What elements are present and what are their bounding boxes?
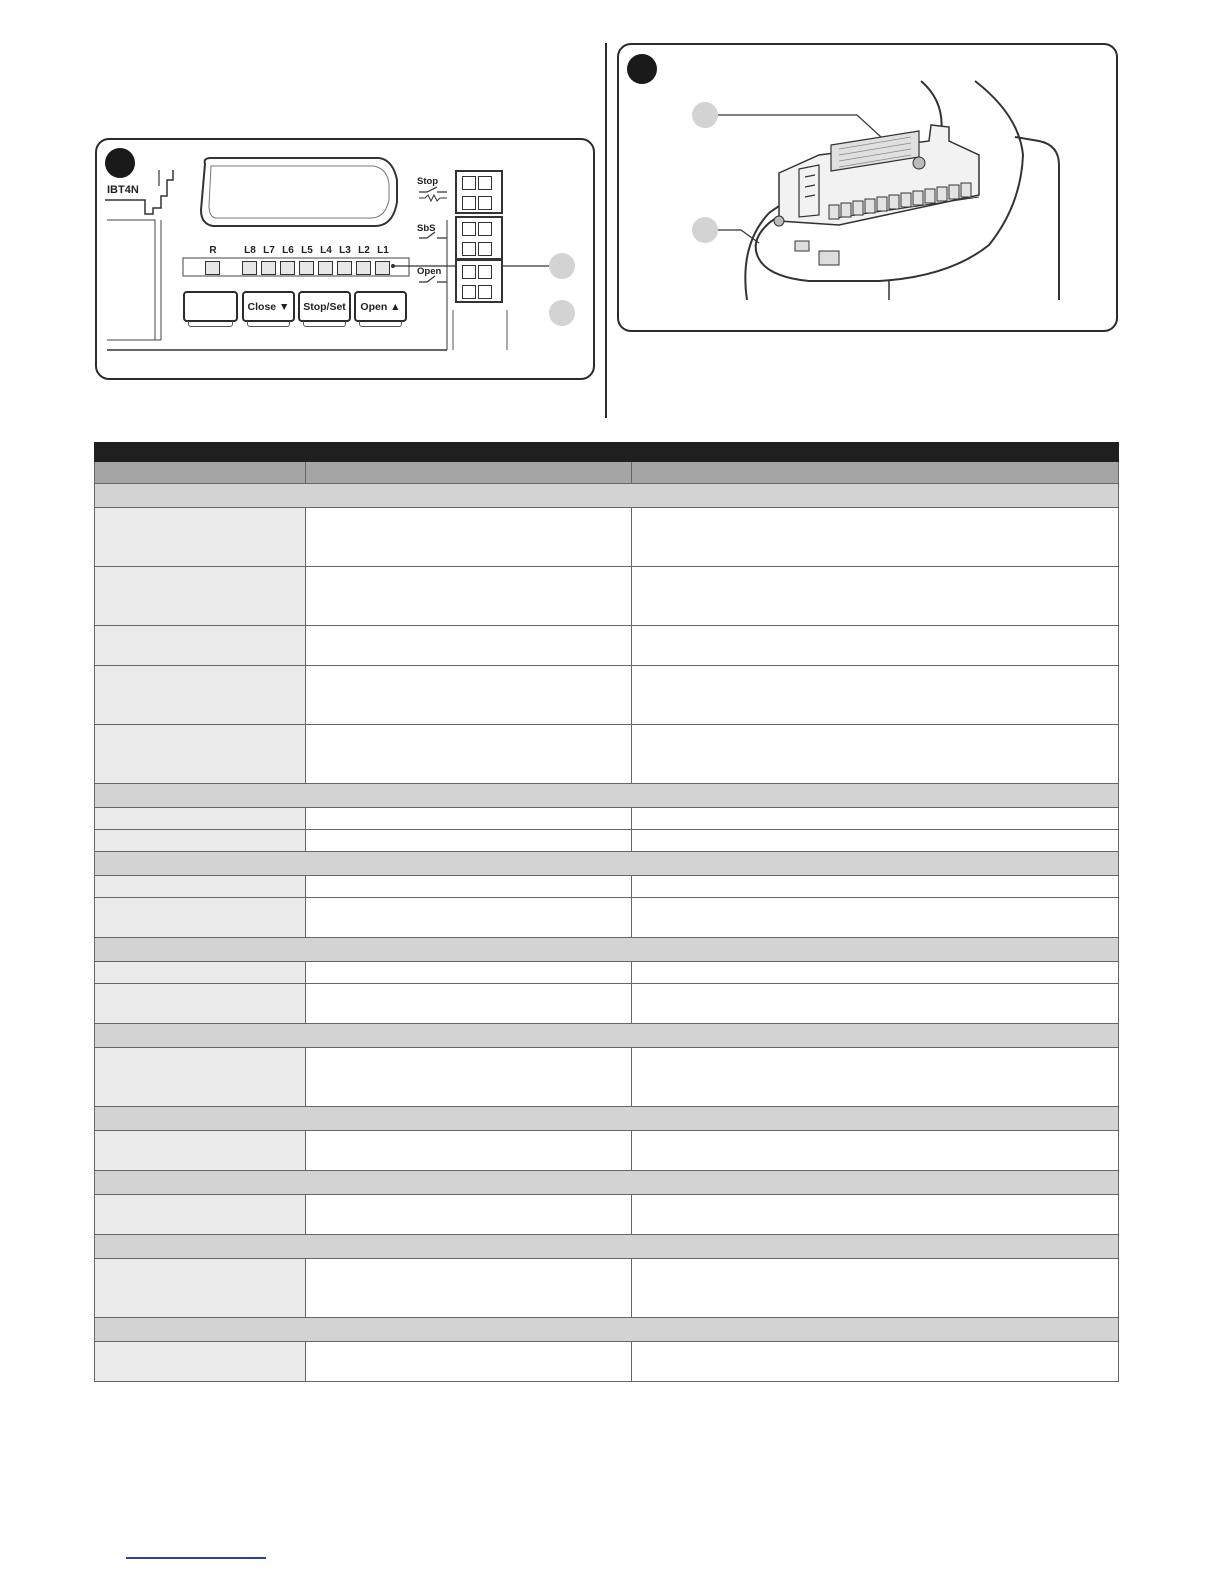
table-cell (306, 808, 632, 829)
terminal-label-open: Open (417, 266, 442, 277)
table-header-cell (95, 462, 306, 483)
table-cell (95, 830, 306, 851)
module-label: IBT4N (107, 184, 139, 196)
led-label-l3: L3 (339, 245, 351, 256)
table-section-row (94, 484, 1119, 508)
gearmotor-figure (617, 43, 1118, 332)
led-l8 (242, 261, 257, 275)
led-label-l8: L8 (244, 245, 256, 256)
table-cell (632, 725, 1118, 783)
table-cell (632, 626, 1118, 665)
footer-link-underline (126, 1557, 266, 1559)
led-l3 (337, 261, 352, 275)
terminal-open (455, 259, 503, 303)
table-cell (95, 626, 306, 665)
table-row (94, 1048, 1119, 1107)
table-cell (306, 1048, 632, 1106)
table-cell (632, 1195, 1118, 1234)
table-header-cell (632, 462, 1118, 483)
table-cell (95, 876, 306, 897)
led-label-l7: L7 (263, 245, 275, 256)
terminal-label-sbs: SbS (417, 223, 436, 234)
table-section-row (94, 1024, 1119, 1048)
terminal-sbs (455, 216, 503, 260)
table-row (94, 808, 1119, 830)
contact-symbols (417, 186, 457, 346)
led-l4 (318, 261, 333, 275)
table-cell (95, 567, 306, 625)
table-section-row (94, 1171, 1119, 1195)
open-button: Open ▲ (354, 291, 407, 322)
led-label-l2: L2 (358, 245, 370, 256)
led-label-l1: L1 (377, 245, 389, 256)
table-cell (632, 666, 1118, 724)
table-cell (306, 898, 632, 937)
table-cell (632, 567, 1118, 625)
table-cell (306, 508, 632, 566)
column-divider (605, 43, 607, 418)
control-unit-figure (95, 138, 595, 380)
table-cell (306, 984, 632, 1023)
table-cell (632, 984, 1118, 1023)
led-l5 (299, 261, 314, 275)
led-l7 (261, 261, 276, 275)
table-row (94, 1131, 1119, 1171)
table-cell (95, 725, 306, 783)
table-cell (632, 508, 1118, 566)
table-row (94, 626, 1119, 666)
stop-set-button: Stop/Set (298, 291, 351, 322)
led-r (205, 261, 220, 275)
led-label-l5: L5 (301, 245, 313, 256)
table-cell (632, 1048, 1118, 1106)
table-section-row (94, 1235, 1119, 1259)
table-cell (306, 567, 632, 625)
table-section-row (94, 784, 1119, 808)
table-row (94, 876, 1119, 898)
table-cell (95, 1048, 306, 1106)
gearmotor-drawing (619, 45, 1116, 330)
table-cell (95, 984, 306, 1023)
table-cell (306, 666, 632, 724)
led-label-l4: L4 (320, 245, 332, 256)
board-outline (97, 140, 593, 378)
table-section-row (94, 852, 1119, 876)
table-cell (632, 808, 1118, 829)
table-row (94, 567, 1119, 626)
callout-marker-1 (549, 253, 575, 279)
table-cell (632, 830, 1118, 851)
table-cell (306, 1131, 632, 1170)
table-cell (306, 1342, 632, 1381)
table-cell (632, 898, 1118, 937)
table-cell (95, 508, 306, 566)
led-l6 (280, 261, 295, 275)
led-label-r: R (209, 245, 217, 256)
table-cell (306, 626, 632, 665)
table-cell (306, 876, 632, 897)
table-header-row (94, 462, 1119, 484)
table-cell (306, 830, 632, 851)
table-row (94, 1195, 1119, 1235)
led-label-l6: L6 (282, 245, 294, 256)
table-section-row (94, 938, 1119, 962)
table-cell (306, 1195, 632, 1234)
table-header-cell (306, 462, 632, 483)
table-cell (95, 666, 306, 724)
table-row (94, 508, 1119, 567)
table-row (94, 898, 1119, 938)
led-l1 (375, 261, 390, 275)
table-cell (95, 1131, 306, 1170)
close-button: Close ▼ (242, 291, 295, 322)
terminal-label-stop: Stop (417, 176, 439, 187)
table-row (94, 666, 1119, 725)
table-row (94, 1342, 1119, 1382)
table-cell (95, 962, 306, 983)
table-cell (632, 962, 1118, 983)
table-cell (632, 1131, 1118, 1170)
led-diagnostics-table (94, 442, 1119, 1382)
table-row (94, 1259, 1119, 1318)
terminal-stop (455, 170, 503, 214)
table-cell (632, 1259, 1118, 1317)
callout-marker-2 (549, 300, 575, 326)
table-section-row (94, 1107, 1119, 1131)
table-cell (306, 1259, 632, 1317)
table-cell (306, 725, 632, 783)
table-cell (632, 876, 1118, 897)
table-cell (632, 1342, 1118, 1381)
table-cell (306, 962, 632, 983)
table-cell (95, 1342, 306, 1381)
table-cell (95, 1195, 306, 1234)
led-l2 (356, 261, 371, 275)
table-row (94, 725, 1119, 784)
table-cell (95, 808, 306, 829)
table-title-bar (94, 442, 1119, 462)
table-body (94, 462, 1119, 1382)
table-row (94, 962, 1119, 984)
table-cell (95, 1259, 306, 1317)
table-row (94, 984, 1119, 1024)
table-section-row (94, 1318, 1119, 1342)
table-row (94, 830, 1119, 852)
blank-button (183, 291, 238, 322)
table-cell (95, 898, 306, 937)
